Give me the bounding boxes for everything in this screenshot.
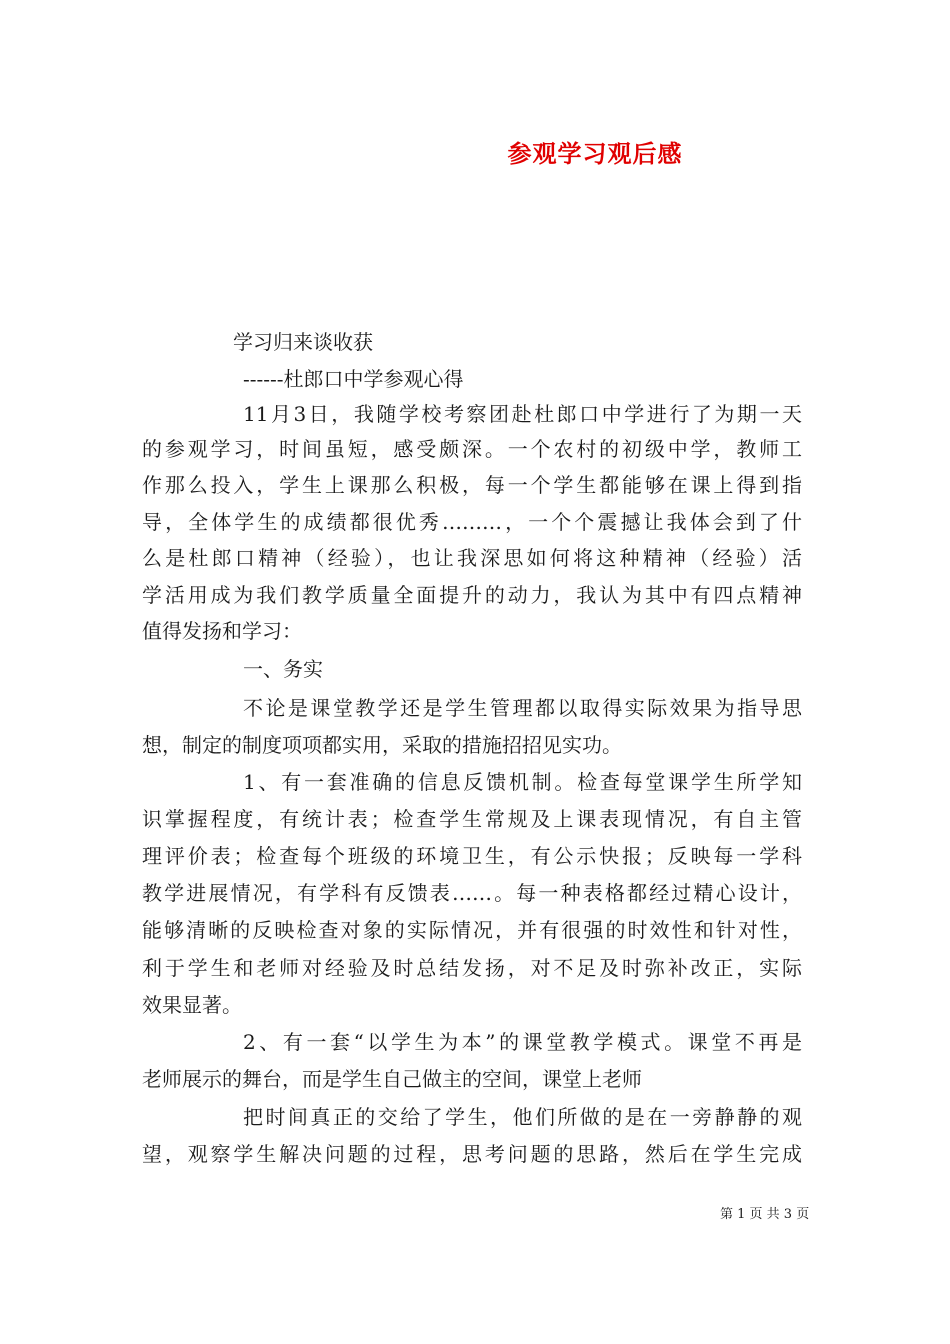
paragraph-1-line-4: 导，全体学生的成绩都很优秀………，一个个震撼让我体会到了什 [142,510,802,534]
paragraph-2-line-1: 不论是课堂教学还是学生管理都以取得实际效果为指导思 [243,696,802,720]
paragraph-3-line-6: 利于学生和老师对经验及时总结发扬，对不足及时弥补改正，实际 [142,956,802,980]
paragraph-1-line-6: 学活用成为我们教学质量全面提升的动力，我认为其中有四点精神 [142,583,802,607]
document-title: 参观学习观后感 [507,139,683,168]
paragraph-4-line-2: 老师展示的舞台，而是学生自己做主的空间，课堂上老师 [142,1067,642,1091]
paragraph-3-line-5: 能够清晰的反映检查对象的实际情况，并有很强的时效性和针对性， [142,918,802,942]
paragraph-1-line-5: 么是杜郎口精神（经验），也让我深思如何将这种精神（经验）活 [142,546,802,570]
document-subheading: ------杜郎口中学参观心得 [243,367,464,391]
document-heading: 学习归来谈收获 [233,330,373,354]
paragraph-1-line-7: 值得发扬和学习： [142,619,302,643]
paragraph-3-line-7: 效果显著。 [142,993,242,1017]
paragraph-3-line-2: 识掌握程度，有统计表；检查学生常规及上课表现情况，有自主管 [142,807,802,831]
paragraph-3-line-1: 1、有一套准确的信息反馈机制。检查每堂课学生所学知 [243,770,802,794]
paragraph-5-line-2: 望，观察学生解决问题的过程，思考问题的思路，然后在学生完成 [142,1142,802,1166]
page-number-footer: 第 1 页 共 3 页 [720,1207,810,1222]
paragraph-5-line-1: 把时间真正的交给了学生，他们所做的是在一旁静静的观 [243,1105,802,1129]
paragraph-1-line-2: 的参观学习，时间虽短，感受颇深。一个农村的初级中学，教师工 [142,437,802,461]
paragraph-4-line-1: 2、有一套“以学生为本”的课堂教学模式。课堂不再是 [243,1030,802,1054]
paragraph-1-line-3: 作那么投入，学生上课那么积极，每一个学生都能够在课上得到指 [142,473,802,497]
paragraph-1-line-1: 11月3日，我随学校考察团赴杜郎口中学进行了为期一天 [243,402,802,426]
section-heading-wushi: 一、务实 [243,657,323,681]
paragraph-2-line-2: 想，制定的制度项项都实用，采取的措施招招见实功。 [142,733,622,757]
paragraph-3-line-4: 教学进展情况，有学科有反馈表……。每一种表格都经过精心设计， [142,881,802,905]
paragraph-3-line-3: 理评价表；检查每个班级的环境卫生，有公示快报；反映每一学科 [142,844,802,868]
